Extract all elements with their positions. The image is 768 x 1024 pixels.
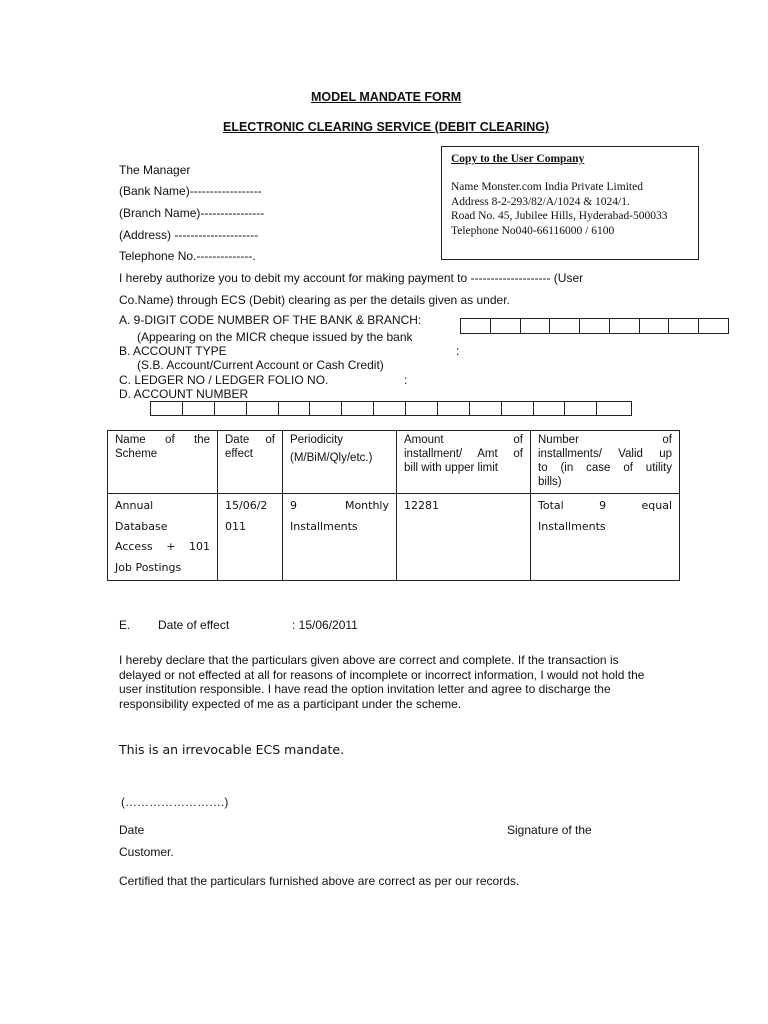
- digit-box[interactable]: [597, 402, 631, 415]
- digit-box[interactable]: [342, 402, 374, 415]
- field-c-colon: :: [404, 373, 408, 387]
- field-d-label: D. ACCOUNT NUMBER: [119, 387, 249, 401]
- digit-box[interactable]: [438, 402, 470, 415]
- addressee-telephone: Telephone No.--------------.: [119, 249, 256, 263]
- form-subtitle: ELECTRONIC CLEARING SERVICE (DEBIT CLEARING): [223, 120, 550, 134]
- irrevocable-statement: This is an irrevocable ECS mandate.: [119, 742, 345, 757]
- digit-box[interactable]: [534, 402, 566, 415]
- field-c-label: C. LEDGER NO / LEDGER FOLIO NO.: [119, 373, 329, 387]
- digit-box[interactable]: [279, 402, 311, 415]
- form-title: MODEL MANDATE FORM: [311, 90, 462, 104]
- digit-box[interactable]: [470, 402, 502, 415]
- copy-box-line: Name Monster.com India Private Limited: [451, 181, 643, 193]
- cell-scheme-name: Annual Database Access + 101 Job Postings: [108, 494, 218, 581]
- digit-box[interactable]: [406, 402, 438, 415]
- date-of-effect-label: Date of effect: [158, 618, 230, 632]
- field-b-sub: (S.B. Account/Current Account or Cash Credit): [137, 358, 384, 372]
- copy-box-line: Address 8-2-293/82/A/1024 & 1024/1.: [451, 196, 630, 208]
- addressee-branch-name: (Branch Name)----------------: [119, 206, 265, 220]
- field-b-label: B. ACCOUNT TYPE: [119, 344, 227, 358]
- addressee-address: (Address) ---------------------: [119, 228, 259, 242]
- digit-box[interactable]: [183, 402, 215, 415]
- copy-to-user-company-box: [441, 146, 699, 260]
- digit-box[interactable]: [374, 402, 406, 415]
- header-periodicity: Periodicity (M/BiM/Qly/etc.): [283, 431, 397, 494]
- digit-box[interactable]: [247, 402, 279, 415]
- signature-label: Signature of the: [507, 823, 592, 837]
- cell-date-of-effect: 15/06/2 011: [218, 494, 283, 581]
- date-of-effect-letter: E.: [119, 618, 131, 632]
- copy-box-line: Road No. 45, Jubilee Hills, Hyderabad-500033: [451, 210, 668, 222]
- date-label: Date: [119, 823, 145, 837]
- digit-box[interactable]: [550, 319, 580, 333]
- digit-box[interactable]: [699, 319, 728, 333]
- digit-box[interactable]: [151, 402, 183, 415]
- field-a-label: A. 9-DIGIT CODE NUMBER OF THE BANK & BRANCH:: [119, 313, 422, 327]
- digit-box[interactable]: [610, 319, 640, 333]
- field-a-sub: (Appearing on the MICR cheque issued by the bank: [137, 330, 413, 344]
- digit-box[interactable]: [565, 402, 597, 415]
- digit-box[interactable]: [215, 402, 247, 415]
- cell-number-of-installments: Total 9 equal Installments: [531, 494, 680, 581]
- customer-label: Customer.: [119, 845, 174, 859]
- table-row: [108, 494, 680, 581]
- scheme-table: [107, 430, 680, 581]
- digit-box[interactable]: [640, 319, 670, 333]
- cell-periodicity: 9 Monthly Installments: [283, 494, 397, 581]
- date-of-effect-value: : 15/06/2011: [292, 618, 358, 632]
- scheme-table-header-row: [108, 431, 680, 494]
- signature-placeholder: (…………………….): [121, 795, 229, 809]
- certification-statement: Certified that the particulars furnished above are correct as per our records.: [119, 874, 520, 888]
- authorization-line-1: I hereby authorize you to debit my account for making payment to -------------------- (User: [119, 271, 584, 285]
- header-amount: Amount of installment/ Amt of bill with upper limit: [397, 431, 531, 494]
- addressee-bank-name: (Bank Name)------------------: [119, 184, 262, 198]
- digit-box[interactable]: [669, 319, 699, 333]
- field-b-colon: :: [456, 344, 460, 358]
- authorization-line-2: Co.Name) through ECS (Debit) clearing as per the details given as under.: [119, 293, 510, 307]
- digit-box[interactable]: [310, 402, 342, 415]
- digit-box[interactable]: [502, 402, 534, 415]
- bank-code-digit-boxes[interactable]: [460, 318, 729, 334]
- digit-box[interactable]: [521, 319, 551, 333]
- declaration-paragraph: I hereby declare that the particulars given above are correct and complete. If the transaction is delayed or not effected at all for reasons of incomplete or incorrect information, I would not hold the user institution responsible. I have read the option invitation letter and agree to discharge the responsibility expected of me as a participant under the scheme.: [119, 653, 645, 711]
- copy-box-heading: Copy to the User Company: [451, 153, 585, 165]
- cell-amount: 12281: [397, 494, 531, 581]
- header-number-of-installments: Number of installments/ Valid up to (in case of utility bills): [531, 431, 680, 494]
- addressee-manager: The Manager: [119, 163, 191, 177]
- account-number-digit-boxes[interactable]: [150, 401, 632, 416]
- digit-box[interactable]: [461, 319, 491, 333]
- header-scheme-name: Name of the Scheme: [108, 431, 218, 494]
- copy-box-line: Telephone No040-66116000 / 6100: [451, 225, 615, 237]
- digit-box[interactable]: [491, 319, 521, 333]
- digit-box[interactable]: [580, 319, 610, 333]
- header-date-of-effect: Date of effect: [218, 431, 283, 494]
